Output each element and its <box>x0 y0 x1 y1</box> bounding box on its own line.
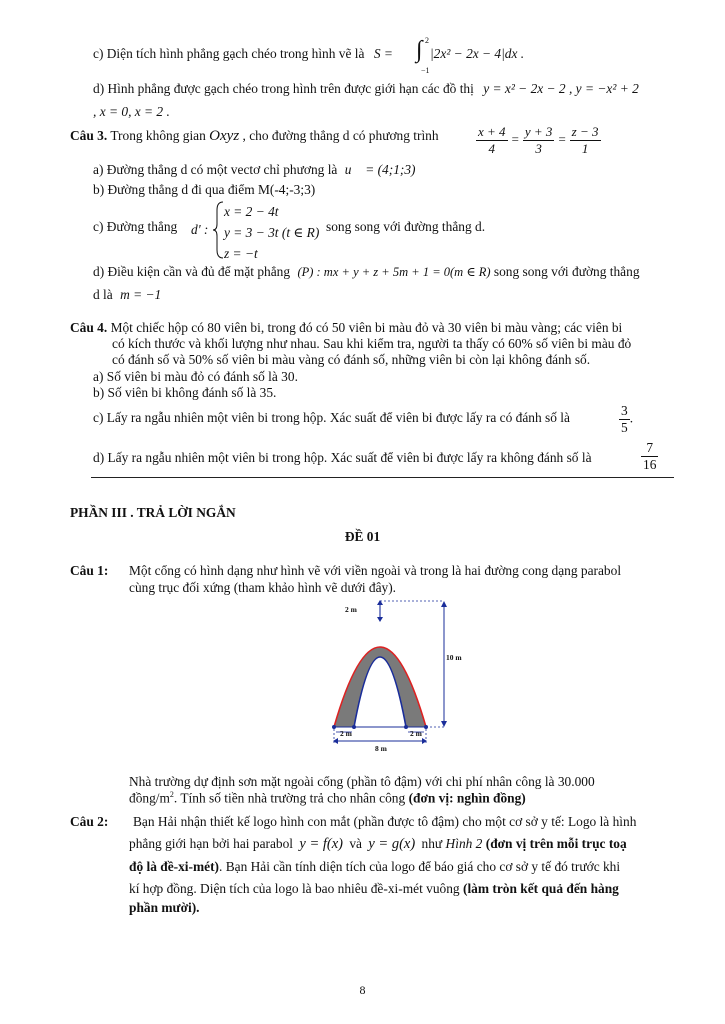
q3-c-system: x = 2 − 4t y = 3 − 3t (t ∈ R) z = −t <box>224 204 320 261</box>
fig-label-top: 2 m <box>345 605 357 614</box>
q3-b: b) Đường thẳng d đi qua điểm M(-4;-3;3) <box>93 182 316 197</box>
part3-title: PHẦN III . TRẢ LỜI NGẮN <box>70 505 236 520</box>
cau1-after2: đồng/$m^2$. Tính số tiền nhà trường trả cho nhân công (đơn vị: nghìn đồng) <box>129 790 526 806</box>
cau2-line3: độ là đề-xi-mét). Bạn Hải cần tính diện tích của logo để báo giá cho cơ sở y tế đó trước khi <box>129 859 621 874</box>
q2-d-line2: , x = 0, x = 2 . <box>93 104 170 119</box>
q4-c: c) Lấy ra ngẫu nhiên một viên bi trong hộp. Xác suất để viên bi được lấy ra có đánh số là <box>93 410 570 425</box>
q3-d-line2: d là m = −1 <box>93 287 162 302</box>
q4-line1: Câu 4. Một chiếc hộp có 80 viên bi, trong đó có 50 viên bi màu đỏ và 30 viên bi màu vàng; các viên bi <box>70 320 623 335</box>
cau1-label: Câu 1: <box>70 563 109 578</box>
page-number: 8 <box>359 983 366 997</box>
q4-line3: có đánh số và 50% số viên bi màu vàng có đánh số, những viên bi còn lại không đánh số. <box>112 352 591 367</box>
q4-line2: có kích thước và khối lượng như nhau. Sau khi kiểm tra, người ta thấy có 60% số viên bi màu đỏ <box>112 336 632 351</box>
fig-label-height: 10 m <box>446 653 462 662</box>
q3-c-line-name: d' : <box>191 222 209 237</box>
q3-c-tail: song song với đường thẳng d. <box>326 219 486 234</box>
q3-question: Câu 3. Trong không gian Oxyz , cho đường thẳng d có phương trình <box>70 128 439 144</box>
cau1-after1: Nhà trường dự định sơn mặt ngoài cổng (phần tô đậm) với chi phí nhân công là 30.000 <box>129 774 595 789</box>
section-divider <box>91 477 674 478</box>
q2-c-integrand: |2x² − 2x − 4|dx . <box>430 46 525 61</box>
q2-c-statement: c) Diện tích hình phẳng gạch chéo trong hình vẽ là S = <box>93 46 393 61</box>
q2-c-int-upper: 2 <box>425 36 429 45</box>
cau2-line1: Bạn Hải nhận thiết kế logo hình con mắt (phần được tô đậm) cho một cơ sở y tế: Logo là hình <box>133 814 637 829</box>
q3-label: Câu 3. <box>70 128 108 143</box>
q2-d-graphs: y = x² − 2x − 2 , y = −x² + 2 <box>483 81 639 96</box>
q4-b: b) Số viên bi không đánh số là 35. <box>93 385 277 400</box>
cau1-line1: Một cổng có hình dạng như hình vẽ với viền ngoài và trong là hai đường cong dạng parabol <box>129 563 622 578</box>
cau1-line2: cùng trục đối xứng (tham khảo hình vẽ dưới đây). <box>129 580 397 595</box>
fig-label-width: 8 m <box>375 744 387 753</box>
q3-a-vector: u⃗ = (4;1;3) <box>344 162 416 177</box>
q4-c-fraction: $\frac{3}{5}$ . <box>621 403 634 435</box>
cau2-label: Câu 2: <box>70 814 109 829</box>
integral-sign-icon: ∫ <box>416 37 423 63</box>
q4-d: d) Lấy ra ngẫu nhiên một viên bi trong hộp. Xác suất để viên bi được lấy ra không đánh số là <box>93 450 592 465</box>
q4-d-fraction: $\frac{7}{16}$ <box>643 440 657 472</box>
cau2-line2: phẳng giới hạn bởi hai parabol y = f(x) và y = g(x) như Hình 2 (đơn vị trên mỗi trục toạ <box>129 836 627 852</box>
q2-c-S: S = <box>373 46 393 61</box>
q3-a: a) Đường thẳng d có một vectơ chỉ phương là u⃗ = (4;1;3) <box>93 162 416 177</box>
cau2-line5: phần mười). <box>129 900 200 915</box>
fig-label-left-base: 2 m <box>340 729 352 738</box>
q3-c-text: c) Đường thẳng <box>93 219 178 234</box>
fig-label-right-base: 2 m <box>410 729 422 738</box>
cau2-line4: kí hợp đồng. Diện tích của logo là bao nhiêu đề-xi-mét vuông (làm tròn kết quả đến hàng <box>129 881 619 896</box>
q4-a: a) Số viên bi màu đỏ có đánh số là 30. <box>93 369 298 384</box>
q4-label: Câu 4. <box>70 320 108 335</box>
q3-d-plane: (P) : mx + y + z + 5m + 1 = 0(m ∈ R) <box>297 265 491 279</box>
q3-line-equation: $\frac{x + 4}{4}$ = $\frac{y + 3}{3}$ = $\frac{z - 3}{1}$ <box>478 124 599 156</box>
q2-d-statement: d) Hình phẳng được gạch chéo trong hình trên được giới hạn các đồ thị y = x² − 2x − 2 , y = −x² + 2 <box>93 81 639 96</box>
exam-code: ĐỀ 01 <box>344 529 381 544</box>
q3-d-line1: d) Điều kiện cần và đủ để mặt phẳng (P) : mx + y + z + 5m + 1 = 0(m ∈ R) song song với đường thẳng <box>93 264 640 279</box>
q2-c-int-lower: −1 <box>421 66 430 75</box>
